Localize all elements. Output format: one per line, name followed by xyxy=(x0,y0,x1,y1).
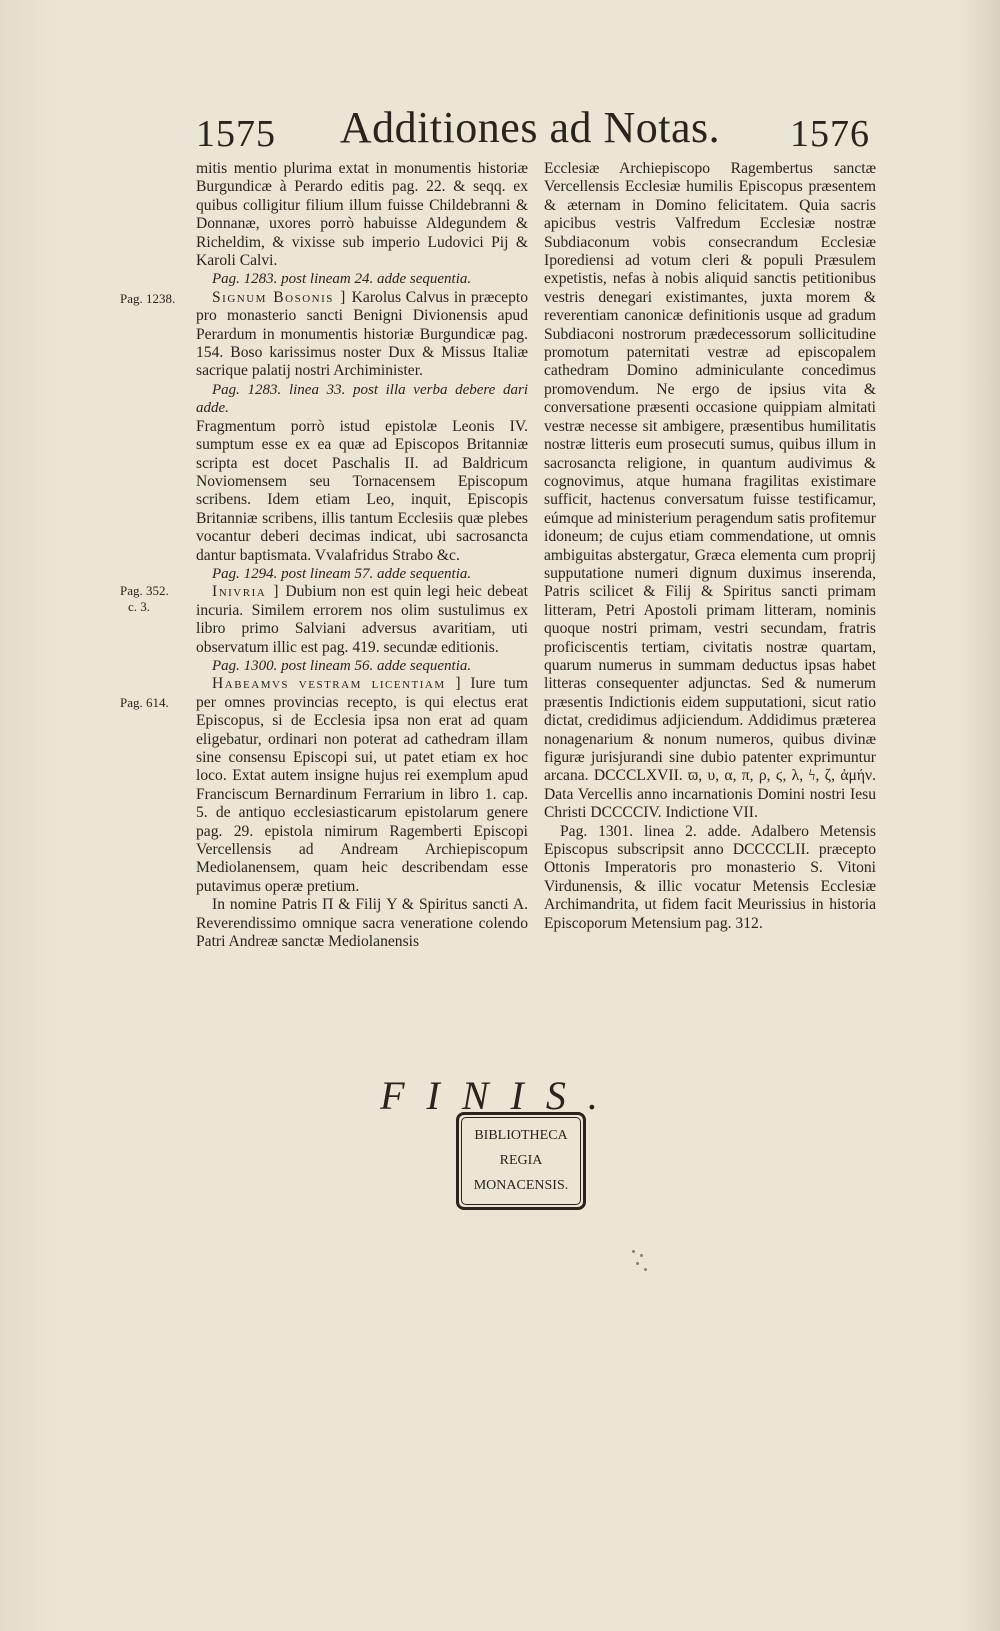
stamp-line: REGIA xyxy=(499,1153,543,1168)
paragraph: Fragmentum porrò istud epistolæ Leonis IV. sumptum esse ex ea quæ ad Episcopos Britanniæ scripta est docet Paschalis II. ad Baldricum Noviomensem seu Tornacensem Episcopum scribens. Idem etiam Leo, inquit, Episcopis Britanniæ scribens, illis tantum Ecclesiis quæ plebes vocantur deberi decimas indicat, ubi sacrosancta dantur baptismata. Vvalafridus Strabo &c. xyxy=(196,417,528,564)
margin-note: Pag. 614. xyxy=(120,695,169,710)
lemma: Habeamvs vestram licentiam ] xyxy=(212,675,463,693)
reference-line: Pag. 1294. post lineam 57. adde sequentia. xyxy=(212,565,472,582)
margin-note: c. 3. xyxy=(128,599,151,614)
paragraph-text: Iure tum per omnes provincias recepto, is qui electus erat Episcopus, si de Ecclesia ipsa non erat ad quam eligebatur, ordinari non poterat ad cathedram illam sine consensu Episcopi sui, ut patet etiam ex hoc loco. Extat autem insigne hujus rei exemplum apud Franciscum Bernardinum Ferrarium in libro 1. cap. 5. de antiquo ecclesiasticarum epistolarum genere pag. 29. epistola nimirum Ragemberti Episcopi Vercellensis ad Andream Archiepiscopum Mediolanensem, quam heic describendam esse putavimus operæ pretium. xyxy=(196,675,528,895)
paragraph: Pag. 1301. linea 2. adde. Adalbero Metensis Episcopus subscripsit anno DCCCCLII. præcepto Ottonis Imperatoris pro monasterio S. Vitoni Virdunensis, & illic vocatur Metensis Ecclesiæ Archimandrita, ut fidem facit Meurissius in historia Episcoporum Metensium pag. 312. xyxy=(544,822,876,932)
margin-note: Pag. 1238. xyxy=(120,291,176,306)
stamp-line: BIBLIOTHECA xyxy=(474,1128,568,1143)
page-number-right: 1576 xyxy=(790,113,870,155)
paragraph xyxy=(196,583,528,657)
text-column-left xyxy=(196,160,528,951)
paragraph: mitis mentio plurima extat in monumentis historiæ Burgundicæ à Perardo editis pag. 22. & seqq. ex quibus colligitur filium illum fuisse Childebranni & Donnanæ, uxores porrò habuisse Aldegundem & Richeldim, & vixisse sub imperio Ludovici Pij & Karoli Calvi. xyxy=(196,160,528,270)
finis-heading: FINIS. xyxy=(380,1073,620,1118)
paragraph-text: Karolus Calvus in præcepto pro monasterio sancti Benigni Divionensis apud Perardum in monumentis historiæ Burgundicæ pag. 154. Boso karissimus noster Dux & Missus Italiæ sacrique palatij nostri Archiminister. xyxy=(196,288,528,380)
paragraph: Ecclesiæ Archiepiscopo Ragembertus sanctæ Vercellensis Ecclesiæ humilis Episcopus præsentem & æternam in Domino felicitatem. Quia sacris apicibus vestris Valfredum Ecclesiæ nostræ Subdiaconum vobis consecrandum Ecclesiæ Iporediensi ad votum cleri & populi Præsulem expetistis, nefas à nobis aliquid sanctis petitionibus vestris denegari existimantes, juxta morem & reverentiam canonicæ definitionis usque ad gradum Subdiaconi nostrorum prædecessorum sollicitudine promotum paternitati vestræ ad episcopalem cathedram Domino adminiculante concedimus promovendum. Ne ergo de ipsius vita & conversatione præsenti occasione quippiam almitati vestræ necesse sit ambigere, præsentibus humilitatis nostræ litteris eum prosecuti sumus, quibus illum in sacrosancta religione, in quantum audivimus & cognovimus, atque humana fragilitas existimare sufficit, hactenus conversatum fuisse testificamur, eúmque ad ministerium peragendum satis profitemur idoneum; de cujus etiam commendatione, ut omnis ambiguitas abstergatur, Græca elementa cum proprij supputatione numeri dignum duximus inserenda, Patris scilicet & Filij & Spiritus sancti primam litteram, Petri Apostoli primam litteram, nominis quoque nostri primam, vestri secundam, fratris proficiscentis tertiam, civitatis nostræ quartam, quarum numerus in summam deductus ipsas habet litteras consequenter adjunctas. Sed & numerum præsentis Indictionis eidem supputationi, sicut ratio dictat, credidimus adjiciendum. Addidimus præterea nonagenarium & nonum numeros, quibus divinæ figuræ jurisjurandi sine dubio patenter exprimuntur arcana. DCCCLXVII. ϖ, υ, α, π, ρ, ϛ, λ, ϟ, ζ, ἀμήν. Data Vercellis anno incarnationis Domini nostri Iesu Christi DCCCCIV. Indictione VII. xyxy=(544,160,876,822)
reference-line: Pag. 1283. post lineam 24. adde sequentia. xyxy=(212,271,472,288)
stamp-line: MONACENSIS. xyxy=(473,1178,569,1193)
paragraph xyxy=(196,675,528,896)
lemma: Signum Bosonis ] xyxy=(212,288,347,306)
paragraph: In nomine Patris Π & Filij Υ & Spiritus sancti A. Reverendissimo omnique sacra veneratione colendo Patri Andreæ sanctæ Mediolanensis xyxy=(196,896,528,951)
reference-line: Pag. 1283. linea 33. post illa verba debere dari adde. xyxy=(196,381,528,417)
reference-line: Pag. 1300. post lineam 56. adde sequentia. xyxy=(212,657,472,674)
ink-specks xyxy=(628,1248,652,1278)
margin-note: Pag. 352. xyxy=(120,583,169,598)
page-edge-right xyxy=(960,0,1000,1631)
paragraph-text: Dubium non est quin legi heic debeat incuria. Similem errorem nos olim sustulimus ex libro primo Salviani adversus avaritiam, uti observatum illic est pag. 419. secundæ editionis. xyxy=(196,583,528,656)
text-column-right xyxy=(544,160,876,933)
lemma: Inivria ] xyxy=(212,583,280,601)
running-title: Additiones ad Notas. xyxy=(339,103,721,152)
paragraph xyxy=(196,289,528,381)
running-header xyxy=(190,102,870,154)
page-edge-left xyxy=(0,0,60,1631)
page-number-left: 1575 xyxy=(196,113,276,155)
library-stamp xyxy=(456,1112,586,1210)
